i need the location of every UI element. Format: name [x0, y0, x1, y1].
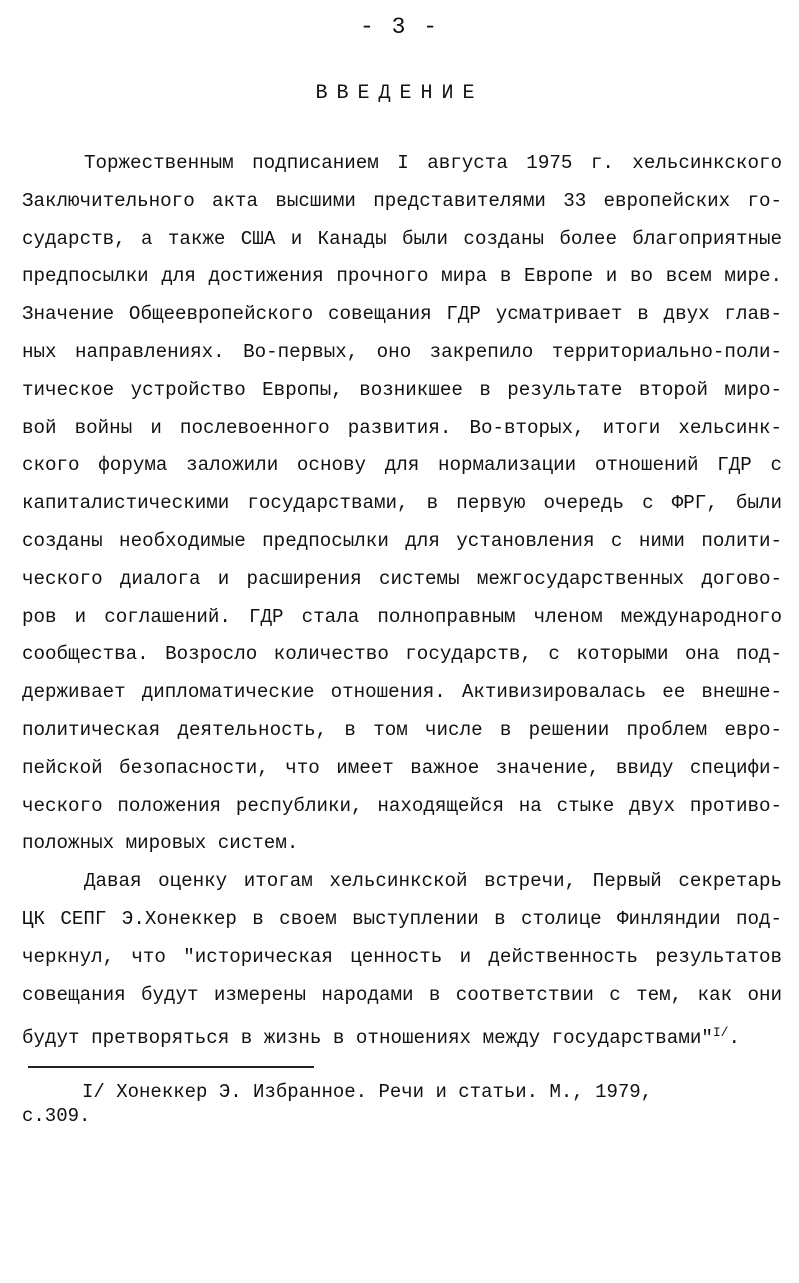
- footnote-divider: [28, 1066, 314, 1068]
- footnote-text: Хонеккер Э. Избранное. Речи и статьи. М., 1979,: [116, 1081, 653, 1103]
- paragraph-line: пейской безопасности, что имеет важное значение, ввиду специфи-: [22, 756, 782, 779]
- end-punct: .: [728, 1027, 740, 1050]
- paragraph-line: капиталистическими государствами, в первую очередь с ФРГ, были: [22, 492, 782, 515]
- paragraph-line: совещания будут измерены народами в соответствии с тем, как они: [22, 983, 782, 1006]
- footnote-ref: I/: [712, 1025, 729, 1041]
- paragraph-line: предпосылки для достижения прочного мира в Европе и во всем мире.: [22, 265, 782, 288]
- paragraph-line: положных мировых систем.: [22, 832, 299, 855]
- paragraph-line: ческого положения республики, находящейся на стыке двух противо-: [22, 794, 782, 817]
- paragraph-line: ных направлениях. Во-первых, оно закрепило территориально-поли-: [22, 340, 782, 363]
- page-number: - 3 -: [359, 14, 439, 40]
- paragraph-line: черкнул, что "историческая ценность и действенность результатов: [22, 945, 782, 968]
- paragraph-line-last: [22, 1014, 782, 1058]
- paragraph-line: Давая оценку итогам хельсинкской встречи, Первый секретарь: [84, 870, 782, 893]
- paragraph-line: сударств, а также США и Канады были созданы более благоприятные: [22, 227, 782, 250]
- paragraph-line: держивает дипломатические отношения. Активизировалась ее внешне-: [22, 681, 782, 704]
- paragraph-line: созданы необходимые предпосылки для установления с ними полити-: [22, 529, 782, 552]
- footnote: [22, 1080, 782, 1128]
- paragraph-line: ского форума заложили основу для нормализации отношений ГДР с: [22, 454, 782, 477]
- paragraph-line: политическая деятельность, в том числе в решении проблем евро-: [22, 718, 782, 741]
- paragraph-line: ЦК СЕПГ Э.Хонеккер в своем выступлении в столице Финляндии под-: [22, 907, 782, 930]
- footnote-line: [22, 1080, 782, 1104]
- paragraph-line: сообщества. Возросло количество государств, с которыми она под-: [22, 643, 782, 666]
- footnote-page: с.309.: [22, 1105, 91, 1127]
- paragraph-line: ческого диалога и расширения системы межгосударственных догово-: [22, 567, 782, 590]
- paragraph-line: Торжественным подписанием I августа 1975 г. хельсинкского: [84, 152, 782, 174]
- section-heading: ВВЕДЕНИЕ: [315, 82, 484, 105]
- paragraph-line-text: будут претворяться в жизнь в отношениях между государствами": [22, 1027, 713, 1050]
- paragraph-line: Заключительного акта высшими представителями 33 европейских го-: [22, 189, 782, 212]
- paragraph-line: ров и соглашений. ГДР стала полноправным членом международного: [22, 605, 782, 628]
- footnote-marker: I/: [82, 1081, 105, 1103]
- body-text: [22, 145, 782, 1058]
- paragraph-line: вой войны и послевоенного развития. Во-вторых, итоги хельсинк-: [22, 416, 782, 439]
- paragraph-line: Значение Общеевропейского совещания ГДР усматривает в двух глав-: [22, 303, 782, 326]
- paragraph-line: тическое устройство Европы, возникшее в результате второй миро-: [22, 378, 782, 401]
